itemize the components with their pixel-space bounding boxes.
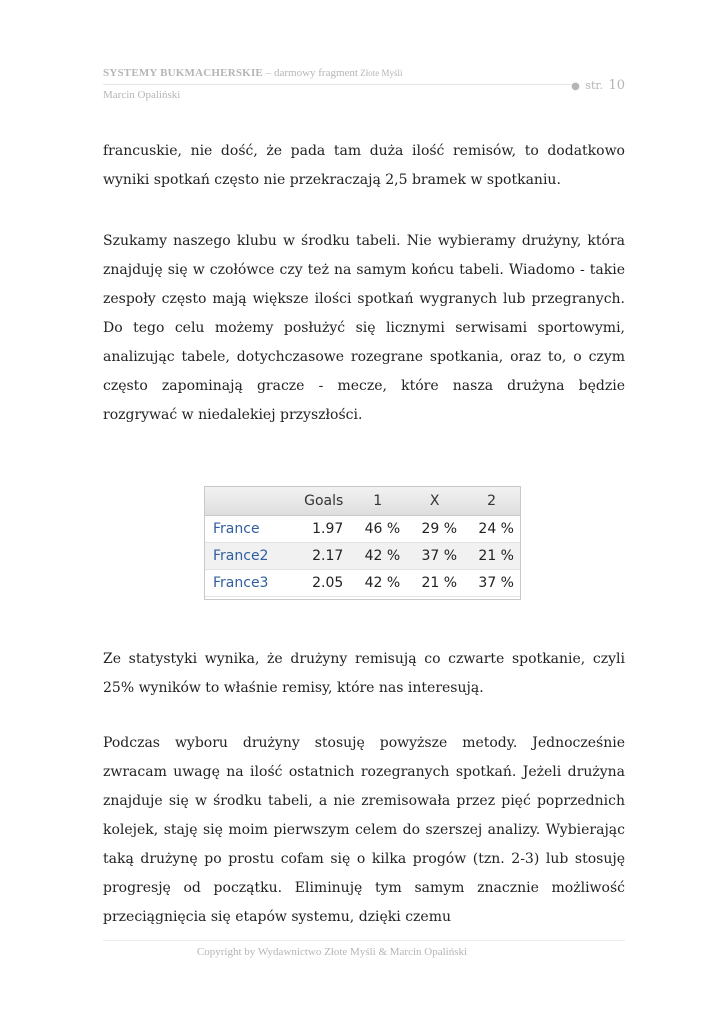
bullet-icon: ● bbox=[571, 81, 580, 92]
footer-divider bbox=[103, 940, 625, 941]
goals-cell: 2.05 bbox=[288, 570, 349, 597]
publisher-name: Złote Myśli bbox=[357, 68, 403, 78]
goals-cell: 1.97 bbox=[288, 516, 349, 543]
table-row bbox=[205, 516, 520, 543]
team-link[interactable]: France3 bbox=[205, 570, 288, 597]
table-header-team bbox=[205, 487, 288, 516]
paragraph-1: francuskie, nie dość, że pada tam duża ilość remisów, to dodatkowo wyniki spotkań często nie przekraczają 2,5 bramek w spotkaniu. bbox=[103, 143, 625, 188]
table-header-draw: X bbox=[406, 487, 463, 516]
away-win-cell: 37 % bbox=[463, 570, 520, 597]
table-header-away-win: 2 bbox=[463, 487, 520, 516]
copyright-text: Copyright by Wydawnictwo Złote Myśli & Marcin Opaliński bbox=[196, 946, 468, 958]
table-header-home-win: 1 bbox=[349, 487, 406, 516]
team-link[interactable]: France bbox=[205, 516, 288, 543]
title-separator: – bbox=[262, 67, 274, 79]
paragraph-3: Ze statystyki wynika, że drużyny remisują co czwarte spotkanie, czyli 25% wyników to właśnie remisy, które nas interesują. bbox=[103, 651, 625, 696]
table-row bbox=[205, 570, 520, 597]
draw-cell: 37 % bbox=[406, 543, 463, 570]
league-stats-table bbox=[204, 486, 521, 600]
away-win-cell: 21 % bbox=[463, 543, 520, 570]
author-name: Marcin Opaliński bbox=[103, 89, 181, 101]
home-win-cell: 46 % bbox=[349, 516, 406, 543]
team-link[interactable]: France2 bbox=[205, 543, 288, 570]
paragraph-2: Szukamy naszego klubu w środku tabeli. Nie wybieramy drużyny, która znajduję się w czołówce czy też na samym końcu tabeli. Wiadomo - takie zespoły często mają większe ilości spotkań wygranych lub przegranych. Do tego celu możemy posłużyć się licznymi serwisami sportowymi, analizując tabele, dotychczasowe rozegrane spotkania, oraz to, o czym często zapominają gracze - mecze, które nasza drużyna będzie rozgrywać w niedalekiej przyszłości. bbox=[103, 233, 625, 423]
paragraph-4: Podczas wyboru drużyny stosuję powyższe metody. Jednocześnie zwracam uwagę na ilość ostatnich rozegranych spotkań. Jeżeli drużyna znajduje się w środku tabeli, a nie zremisowała przez pięć poprzednich kolejek, staję się moim pierwszym celem do szerszej analizy. Wybierając taką drużynę po prostu cofam się o kilka progów (tzn. 2-3) lub stosuję progresję od początku. Eliminuję tym samym znacznie możliwość przeciągnięcia się etapów systemu, dzięki czemu bbox=[103, 735, 625, 925]
page-footer bbox=[0, 946, 728, 958]
page-header bbox=[103, 66, 625, 106]
table-header-goals: Goals bbox=[288, 487, 349, 516]
table-header-row bbox=[205, 487, 520, 516]
page-number bbox=[571, 78, 625, 93]
home-win-cell: 42 % bbox=[349, 570, 406, 597]
header-divider bbox=[103, 84, 578, 85]
table-row bbox=[205, 543, 520, 570]
page-number-value: 10 bbox=[608, 78, 625, 93]
draw-cell: 29 % bbox=[406, 516, 463, 543]
goals-cell: 2.17 bbox=[288, 543, 349, 570]
book-title-subtitle: darmowy fragment bbox=[273, 67, 358, 79]
draw-cell: 21 % bbox=[406, 570, 463, 597]
page-label: str. bbox=[585, 79, 603, 92]
book-title bbox=[103, 66, 402, 79]
book-title-main: SYSTEMY BUKMACHERSKIE bbox=[103, 67, 263, 79]
home-win-cell: 42 % bbox=[349, 543, 406, 570]
away-win-cell: 24 % bbox=[463, 516, 520, 543]
